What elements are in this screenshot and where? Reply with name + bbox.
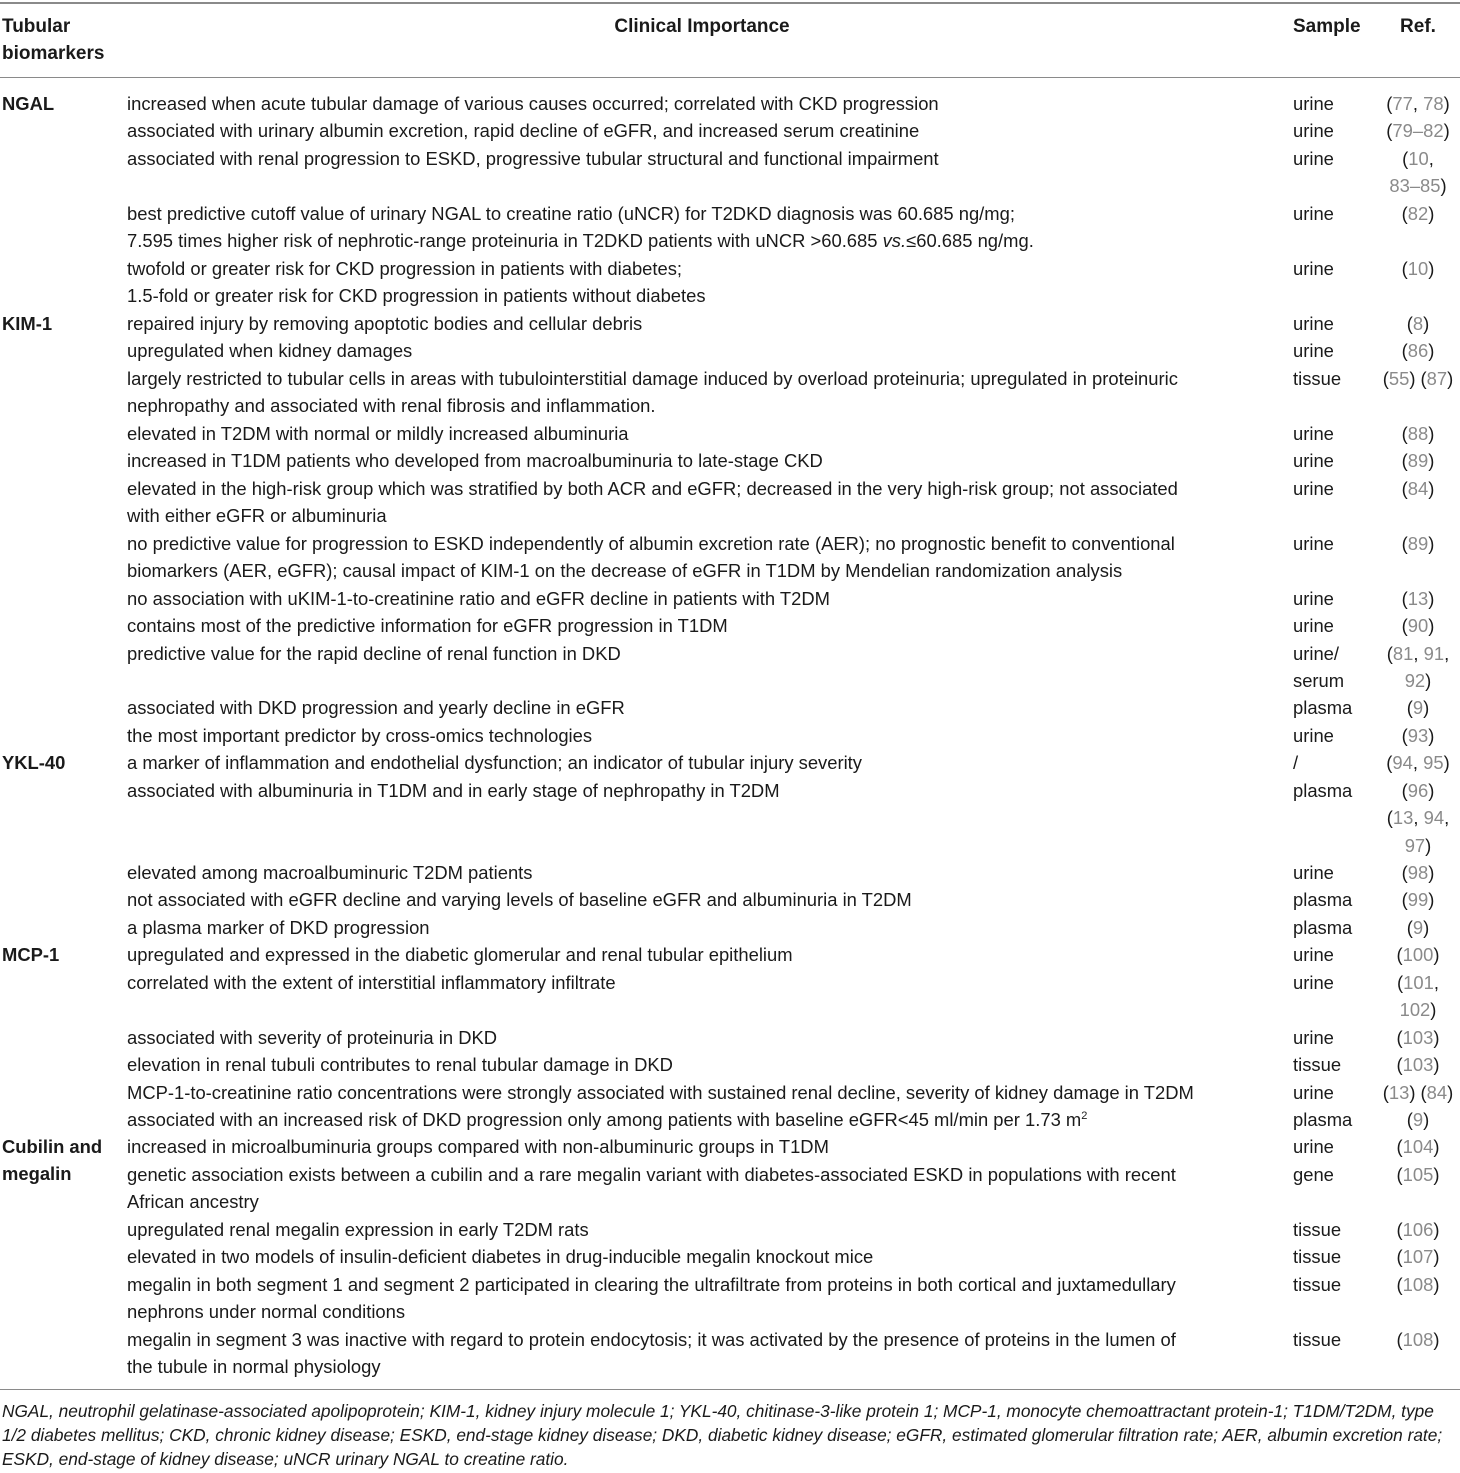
clinical-importance-cell: elevated among macroalbuminuric T2DM patients	[127, 862, 533, 883]
sample-cell: urine	[1293, 423, 1334, 444]
clinical-importance-cell: not associated with eGFR decline and varying levels of baseline eGFR and albuminuria in T2DM	[127, 889, 912, 910]
sample-cell: plasma	[1293, 780, 1353, 801]
ref-cell: (88)	[1401, 423, 1435, 444]
clinical-importance-cell: correlated with the extent of interstitial inflammatory infiltrate	[127, 972, 616, 993]
clinical-importance-cell: associated with renal progression to ESKD, progressive tubular structural and functional impairment	[127, 148, 939, 169]
ref-cell: (108)	[1396, 1274, 1440, 1295]
clinical-importance-cell: largely restricted to tubular cells in areas with tubulointerstitial damage induced by overload proteinuria; upregulated in proteinuric nephropathy and associated with renal fibrosis and inflammation.	[127, 368, 1178, 417]
ref-cell: (13)	[1401, 588, 1435, 609]
sample-cell: plasma	[1293, 917, 1353, 938]
ref-cell: (96) (13, 94, 97)	[1386, 780, 1450, 856]
sample-cell: /	[1293, 752, 1299, 773]
clinical-importance-cell: associated with albuminuria in T1DM and in early stage of nephropathy in T2DM	[127, 780, 780, 801]
ref-cell: (10, 83–85)	[1389, 148, 1447, 197]
sample-cell: urine	[1293, 258, 1334, 279]
sample-cell: urine	[1293, 340, 1334, 361]
clinical-importance-cell: associated with urinary albumin excretion, rapid decline of eGFR, and increased serum creatinine	[127, 120, 920, 141]
ref-cell: (9)	[1406, 917, 1430, 938]
clinical-importance-cell: elevation in renal tubuli contributes to renal tubular damage in DKD	[127, 1054, 673, 1075]
clinical-importance-cell: best predictive cutoff value of urinary NGAL to creatine ratio (uNCR) for T2DKD diagnosis was 60.685 ng/mg; 7.595 times higher risk of nephrotic-range proteinuria in T2DKD patients with uNCR >60.685 vs.≤60.685 ng/mg.	[127, 203, 1034, 252]
sample-cell: tissue	[1293, 1246, 1342, 1267]
ref-cell: (9)	[1406, 1109, 1430, 1130]
clinical-importance-cell: upregulated renal megalin expression in early T2DM rats	[127, 1219, 589, 1240]
clinical-importance-cell: upregulated when kidney damages	[127, 340, 413, 361]
ref-cell: (99)	[1401, 889, 1435, 910]
ref-cell: (98)	[1401, 862, 1435, 883]
clinical-importance-cell: increased in T1DM patients who developed from macroalbuminuria to late-stage CKD	[127, 450, 823, 471]
sample-cell: urine	[1293, 944, 1334, 965]
clinical-importance-cell: megalin in both segment 1 and segment 2 participated in clearing the ultrafiltrate from proteins in both cortical and juxtamedullary nephrons under normal conditions	[127, 1274, 1176, 1323]
sample-cell: urine	[1293, 313, 1334, 334]
header-ref: Ref.	[1400, 16, 1436, 37]
ref-cell: (77, 78)	[1386, 93, 1450, 114]
ref-cell: (107)	[1396, 1246, 1440, 1267]
sample-cell: urine	[1293, 450, 1334, 471]
sample-cell: tissue	[1293, 1054, 1342, 1075]
ref-cell: (79–82)	[1386, 120, 1450, 141]
header-biomarker: Tubular biomarkers	[2, 16, 105, 64]
sample-cell: urine	[1293, 533, 1334, 554]
header-clinical-importance: Clinical Importance	[614, 16, 790, 37]
ref-cell: (82)	[1401, 203, 1435, 224]
clinical-importance-cell: elevated in two models of insulin-deficient diabetes in drug-inducible megalin knockout mice	[127, 1246, 874, 1267]
biomarker-cell: MCP-1	[2, 944, 60, 965]
ref-cell: (101, 102)	[1397, 972, 1439, 1021]
clinical-importance-cell: associated with an increased risk of DKD progression only among patients with baseline eGFR<45 ml/min per 1.73 $m^2$	[127, 1109, 1088, 1130]
ref-cell: (9)	[1406, 697, 1430, 718]
ref-cell: (104)	[1396, 1136, 1440, 1157]
sample-cell: urine	[1293, 615, 1334, 636]
biomarker-cell: Cubilin and megalin	[2, 1136, 103, 1185]
sample-cell: gene	[1293, 1164, 1334, 1185]
clinical-importance-cell: no association with uKIM-1-to-creatinine ratio and eGFR decline in patients with T2DM	[127, 588, 830, 609]
clinical-importance-cell: the most important predictor by cross-omics technologies	[127, 725, 593, 746]
clinical-importance-cell: upregulated and expressed in the diabetic glomerular and renal tubular epithelium	[127, 944, 793, 965]
sample-cell: urine	[1293, 725, 1334, 746]
clinical-importance-cell: repaired injury by removing apoptotic bodies and cellular debris	[127, 313, 643, 334]
sample-cell: tissue	[1293, 1219, 1342, 1240]
sample-cell: urine	[1293, 972, 1334, 993]
ref-cell: (89)	[1401, 533, 1435, 554]
clinical-importance-cell: elevated in T2DM with normal or mildly increased albuminuria	[127, 423, 629, 444]
sample-cell: urine	[1293, 148, 1334, 169]
sample-cell: tissue	[1293, 1274, 1342, 1295]
sample-cell: urine	[1293, 588, 1334, 609]
ref-cell: (103)	[1396, 1027, 1440, 1048]
clinical-importance-cell: megalin in segment 3 was inactive with regard to protein endocytosis; it was activated by the presence of proteins in the lumen of the tubule in normal physiology	[127, 1329, 1176, 1378]
sample-cell: tissue	[1293, 1329, 1342, 1350]
ref-cell: (108)	[1396, 1329, 1440, 1350]
clinical-importance-cell: associated with DKD progression and yearly decline in eGFR	[127, 697, 625, 718]
clinical-importance-cell: a marker of inflammation and endothelial dysfunction; an indicator of tubular injury severity	[127, 752, 862, 773]
clinical-importance-cell: increased in microalbuminuria groups compared with non-albuminuric groups in T1DM	[127, 1136, 829, 1157]
sample-cell: plasma	[1293, 1109, 1353, 1130]
ref-cell: (81, 91, 92)	[1386, 643, 1450, 692]
ref-cell: (105)	[1396, 1164, 1440, 1185]
ref-cell: (94, 95)	[1386, 752, 1450, 773]
clinical-importance-cell: a plasma marker of DKD progression	[127, 917, 430, 938]
ref-cell: (100)	[1396, 944, 1440, 965]
top-rule	[0, 2, 1460, 4]
sample-cell: urine	[1293, 120, 1334, 141]
ref-cell: (10)	[1401, 258, 1435, 279]
ref-cell: (8)	[1406, 313, 1430, 334]
sample-cell: urine	[1293, 1082, 1334, 1103]
ref-cell: (55) (87)	[1382, 368, 1454, 389]
bottom-rule	[0, 1389, 1460, 1390]
ref-cell: (89)	[1401, 450, 1435, 471]
sample-cell: urine	[1293, 1136, 1334, 1157]
sample-cell: tissue	[1293, 368, 1342, 389]
ref-cell: (84)	[1401, 478, 1435, 499]
sample-cell: urine	[1293, 93, 1334, 114]
clinical-importance-cell: increased when acute tubular damage of various causes occurred; correlated with CKD progression	[127, 93, 939, 114]
sample-cell: urine	[1293, 1027, 1334, 1048]
clinical-importance-cell: contains most of the predictive information for eGFR progression in T1DM	[127, 615, 728, 636]
ref-cell: (106)	[1396, 1219, 1440, 1240]
biomarker-cell: YKL-40	[2, 752, 66, 773]
clinical-importance-cell: associated with severity of proteinuria in DKD	[127, 1027, 498, 1048]
ref-cell: (103)	[1396, 1054, 1440, 1075]
sample-cell: urine/ serum	[1293, 643, 1345, 692]
biomarker-cell: NGAL	[2, 93, 55, 114]
clinical-importance-cell: MCP-1-to-creatinine ratio concentrations were strongly associated with sustained renal decline, severity of kidney damage in T2DM	[127, 1082, 1194, 1103]
sample-cell: urine	[1293, 478, 1334, 499]
clinical-importance-cell: twofold or greater risk for CKD progression in patients with diabetes; 1.5-fold or greater risk for CKD progression in patients without diabetes	[127, 258, 706, 307]
sample-cell: plasma	[1293, 697, 1353, 718]
header-rule	[0, 77, 1460, 78]
clinical-importance-cell: predictive value for the rapid decline of renal function in DKD	[127, 643, 621, 664]
table-footnote: NGAL, neutrophil gelatinase-associated apolipoprotein; KIM-1, kidney injury molecule 1; YKL-40, chitinase-3-like protein 1; MCP-1, monocyte chemoattractant protein-1; T1DM/T2DM, type 1/2 diabetes mellitus; CKD, chronic kidney disease; ESKD, end-stage kidney disease; DKD, diabetic kidney disease; eGFR, estimated glomerular filtration rate; AER, albumin excretion rate; ESKD, end-stage of kidney disease; uNCR urinary NGAL to creatine ratio.	[2, 1401, 1443, 1470]
clinical-importance-cell: no predictive value for progression to ESKD independently of albumin excretion rate (AER); no prognostic benefit to conventional biomarkers (AER, eGFR); causal impact of KIM-1 on the decrease of eGFR in T1DM by Mendelian randomization analysis	[127, 533, 1175, 582]
ref-cell: (86)	[1401, 340, 1435, 361]
header-sample: Sample	[1293, 16, 1361, 37]
clinical-importance-cell: elevated in the high-risk group which was stratified by both ACR and eGFR; decreased in the very high-risk group; not associated with either eGFR or albuminuria	[127, 478, 1178, 527]
sample-cell: plasma	[1293, 889, 1353, 910]
ref-cell: (90)	[1401, 615, 1435, 636]
sample-cell: urine	[1293, 862, 1334, 883]
sample-cell: urine	[1293, 203, 1334, 224]
clinical-importance-cell: genetic association exists between a cubilin and a rare megalin variant with diabetes-associated ESKD in populations with recent African ancestry	[127, 1164, 1176, 1213]
biomarker-cell: KIM-1	[2, 313, 53, 334]
ref-cell: (13) (84)	[1382, 1082, 1454, 1103]
ref-cell: (93)	[1401, 725, 1435, 746]
